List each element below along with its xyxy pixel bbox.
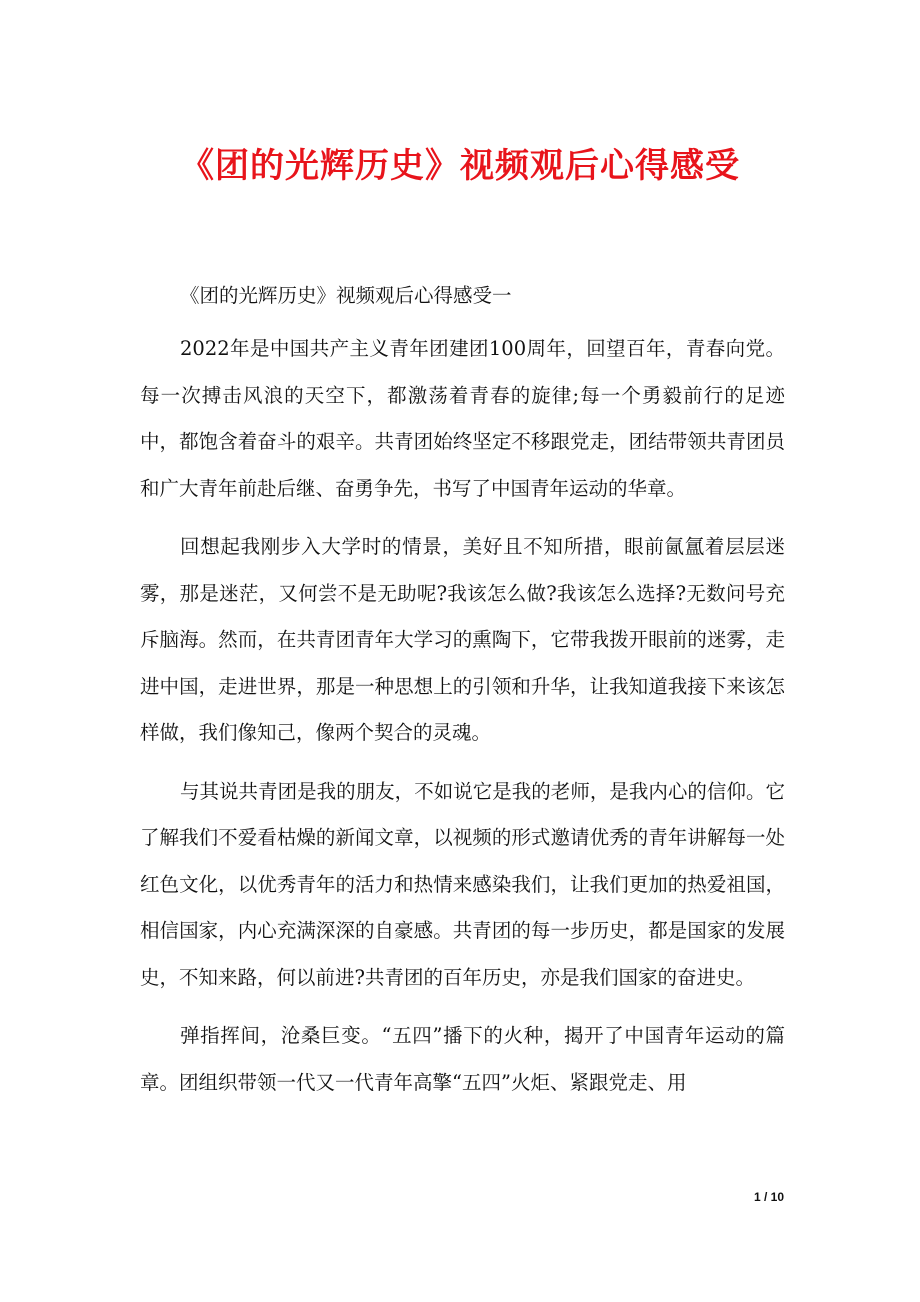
paragraph-4: 弹指挥间，沧桑巨变。“五四”播下的火种，揭开了中国青年运动的篇章。团组织带领一代又一代青年高擎“五四”火炬、紧跟党走、用	[140, 1024, 785, 1094]
paragraph-3: 与其说共青团是我的朋友，不如说它是我的老师，是我内心的信仰。它了解我们不爱看枯燥的新闻文章，以视频的形式邀请优秀的青年讲解每一处红色文化，以优秀青年的活力和热情来感染我们，让我们更加的热爱祖国，相信国家，内心充满深深的自豪感。共青团的每一步历史，都是国家的发展史，不知来路，何以前进?共青团的百年历史，亦是我们国家的奋进史。	[140, 779, 785, 989]
document-body	[140, 280, 785, 1118]
document-title: 《团的光辉历史》视频观后心得感受	[180, 146, 740, 186]
paragraph-2: 回想起我刚步入大学时的情景，美好且不知所措，眼前氤氲着层层迷雾，那是迷茫，又何尝不是无助呢?我该怎么做?我该怎么选择?无数问号充斥脑海。然而，在共青团青年大学习的熏陶下，它带我拨开眼前的迷雾，走进中国，走进世界，那是一种思想上的引领和升华，让我知道我接下来该怎样做，我们像知己，像两个契合的灵魂。	[140, 535, 785, 744]
paragraph-1: 2022年是中国共产主义青年团建团100周年，回望百年，青春向党。每一次搏击风浪的天空下，都激荡着青春的旋律;每一个勇毅前行的足迹中，都饱含着奋斗的艰辛。共青团始终坚定不移跟党走，团结带领共青团员和广大青年前赴后继、奋勇争先，书写了中国青年运动的华章。	[140, 337, 785, 500]
page-number: 1 / 10	[753, 1190, 784, 1204]
section-heading: 《团的光辉历史》视频观后心得感受一	[180, 284, 512, 307]
